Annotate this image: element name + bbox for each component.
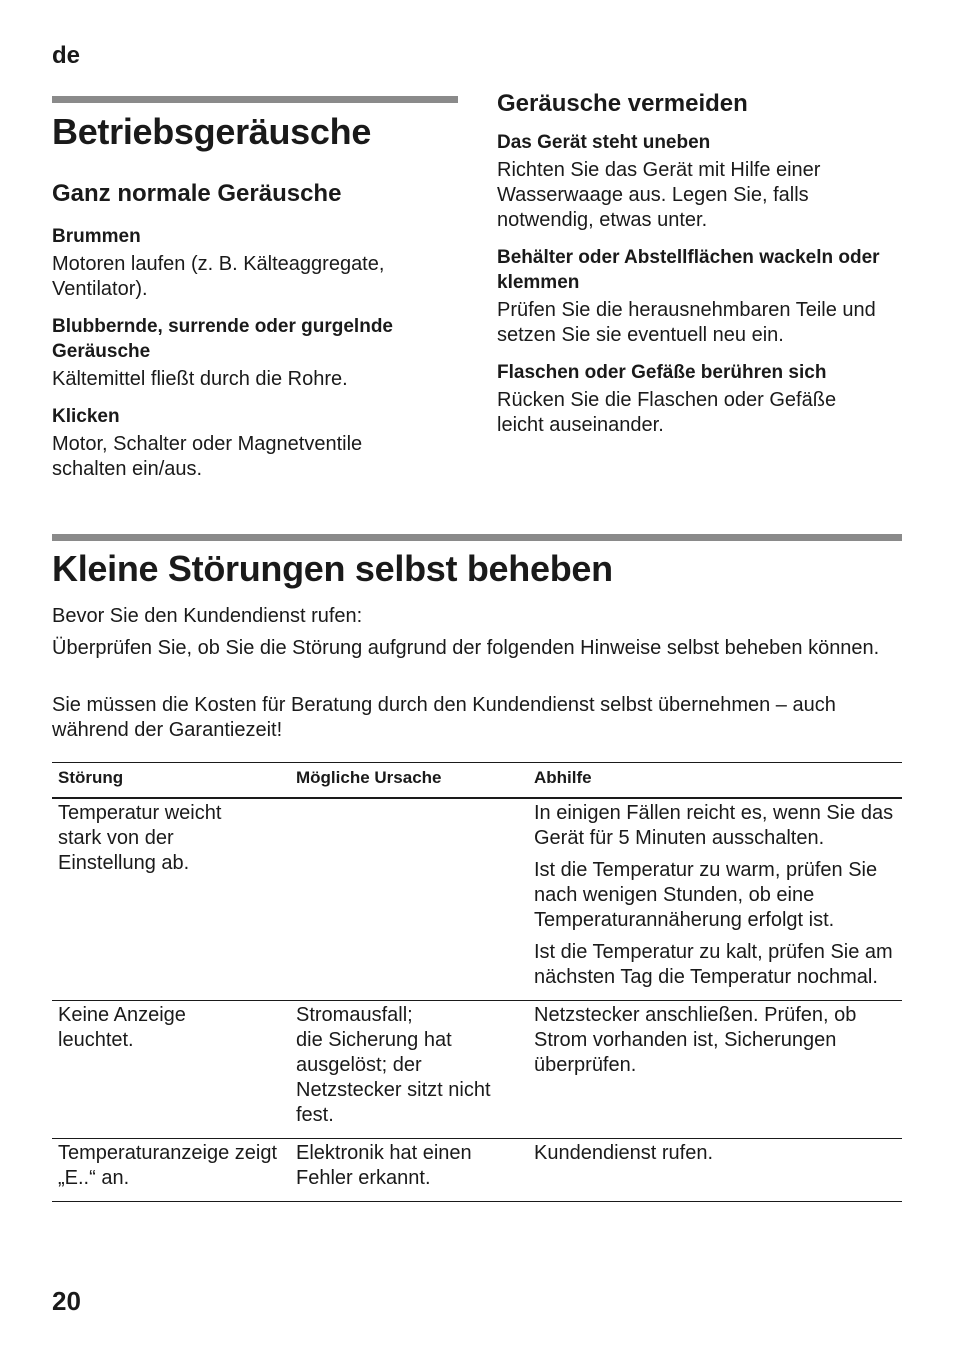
cell-text: Stromausfall;	[296, 1004, 413, 1026]
cell-text: Netzstecker anschließen. Prüfen, ob Strom vorhanden ist, Sicherungen überprüfen.	[534, 1004, 857, 1076]
item-text: Motoren laufen (z. B. Kälteaggregate, Ventilator).	[52, 253, 385, 300]
right-column	[497, 90, 907, 438]
cell-stoerung	[52, 1139, 290, 1202]
subtitle-normal-noises: Ganz normale Geräusche	[52, 180, 342, 207]
cell-text: Ist die Temperatur zu warm, prüfen Sie nach wenigen Stunden, ob eine Temperaturannäherung erfolgt ist.	[534, 859, 878, 931]
section-rule-full	[52, 534, 902, 541]
troubleshooting-table	[52, 762, 902, 1202]
intro-paragraph: Sie müssen die Kosten für Beratung durch den Kundendienst selbst übernehmen – auch während der Garantiezeit!	[52, 694, 836, 741]
column-header-abhilfe: Abhilfe	[528, 763, 902, 799]
intro-paragraph: Bevor Sie den Kundendienst rufen:	[52, 605, 363, 627]
item-heading: Behälter oder Abstellflächen wackeln oder klemmen	[497, 247, 880, 293]
cell-text: Keine Anzeige leuchtet.	[58, 1004, 186, 1051]
table-row	[52, 1139, 902, 1202]
cell-text: Elektronik hat einen Fehler erkannt.	[296, 1142, 472, 1189]
cell-text: Kundendienst rufen.	[534, 1142, 714, 1164]
item-heading: Blubbernde, surrende oder gurgelnde Geräusche	[52, 316, 393, 362]
cell-stoerung	[52, 1001, 290, 1139]
item-text: Rücken Sie die Flaschen oder Gefäße leicht auseinander.	[497, 389, 837, 436]
cell-text: Ist die Temperatur zu kalt, prüfen Sie am nächsten Tag die Temperatur nochmal.	[534, 941, 893, 988]
column-header-stoerung: Störung	[52, 763, 290, 799]
page-number: 20	[52, 1286, 81, 1316]
cell-abhilfe	[528, 798, 902, 1001]
table-row	[52, 1001, 902, 1139]
subtitle-avoid-noises: Geräusche vermeiden	[497, 90, 748, 117]
section-rule-left	[52, 96, 458, 103]
item-text: Motor, Schalter oder Magnetventile schalten ein/aus.	[52, 433, 363, 480]
cell-text: Temperatur weicht stark von der Einstellung ab.	[58, 802, 222, 874]
column-header-ursache: Mögliche Ursache	[290, 763, 528, 799]
cell-ursache	[290, 1139, 528, 1202]
language-code: de	[52, 42, 81, 69]
table-header-row	[52, 763, 902, 799]
table-row	[52, 798, 902, 1001]
item-heading: Das Gerät steht uneben	[497, 132, 711, 153]
cell-abhilfe	[528, 1001, 902, 1139]
item-heading: Flaschen oder Gefäße berühren sich	[497, 362, 827, 383]
cell-text: Temperaturanzeige zeigt „E..“ an.	[58, 1142, 278, 1189]
intro-paragraph: Überprüfen Sie, ob Sie die Störung aufgrund der folgenden Hinweise selbst beheben können.	[52, 637, 880, 659]
cell-text: die Sicherung hat ausgelöst; der Netzstecker sitzt nicht fest.	[296, 1029, 491, 1126]
cell-abhilfe	[528, 1139, 902, 1202]
left-column	[52, 180, 462, 482]
cell-ursache	[290, 1001, 528, 1139]
item-text: Kältemittel fließt durch die Rohre.	[52, 368, 348, 390]
item-text: Prüfen Sie die herausnehmbaren Teile und setzen Sie sie eventuell neu ein.	[497, 299, 876, 346]
section-title-betriebsgeraeusche: Betriebsgeräusche	[52, 111, 372, 152]
item-text: Richten Sie das Gerät mit Hilfe einer Wasserwaage aus. Legen Sie, falls notwendig, etwas unter.	[497, 159, 821, 231]
cell-stoerung	[52, 798, 290, 1001]
item-heading: Klicken	[52, 406, 120, 427]
cell-ursache	[290, 798, 528, 1001]
cell-text: In einigen Fällen reicht es, wenn Sie das Gerät für 5 Minuten ausschalten.	[534, 802, 894, 849]
item-heading: Brummen	[52, 226, 141, 247]
section-title-troubleshooting: Kleine Störungen selbst beheben	[52, 548, 613, 589]
